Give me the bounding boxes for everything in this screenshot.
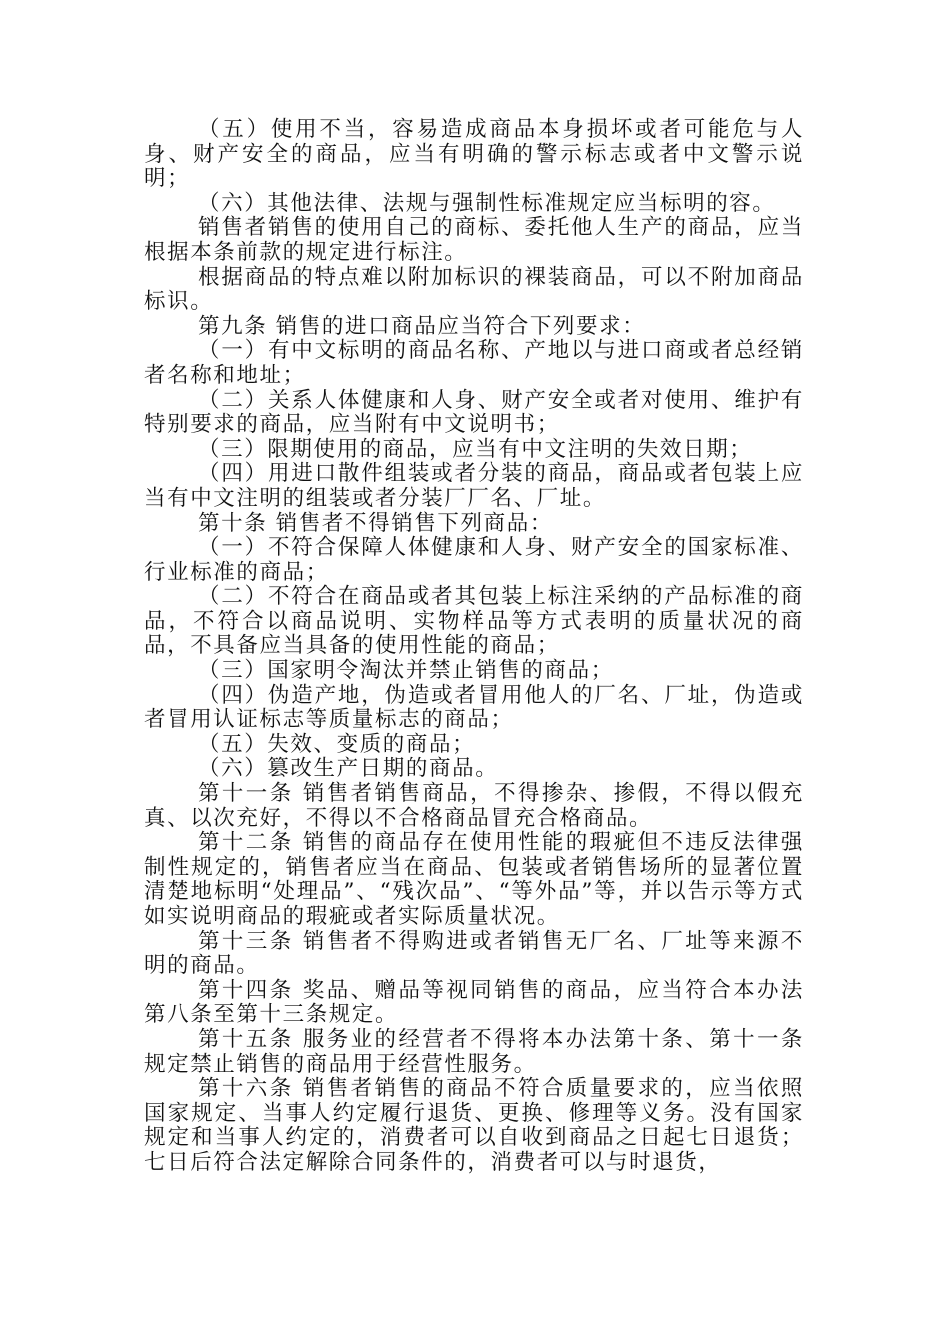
paragraph-own-trademark: 销售者销售的使用自己的商标、委托他人生产的商品，应当根据本条前款的规定进行标注。 (144, 215, 804, 265)
article-10-item-6: （六）篡改生产日期的商品。 (198, 756, 499, 782)
article-15: 第十五条 服务业的经营者不得将本办法第十条、第十一条规定禁止销售的商品用于经营性服务。 (144, 1026, 804, 1077)
article-12: 第十二条 销售的商品存在使用性能的瑕疵但不违反法律强制性规定的，销售者应当在商品、包装或者销售场所的显著位置清楚地标明“处理品”、“残次品”、“等外品”等，并以告示等方式如实说明商品的瑕疵或者实际质量状况。 (144, 830, 804, 929)
article-9-heading: 第九条 销售的进口商品应当符合下列要求： (198, 313, 646, 339)
article-10-item-1: （一）不符合保障人体健康和人身、财产安全的国家标准、行业标准的商品； (144, 535, 804, 585)
article-9-item-2: （二）关系人体健康和人身、财产安全或者对使用、维护有特别要求的商品，应当附有中文说明书； (144, 387, 804, 438)
article-13: 第十三条 销售者不得购进或者销售无厂名、厂址等来源不明的商品。 (144, 928, 804, 979)
document-page (144, 118, 804, 1176)
article-10-item-5: （五）失效、变质的商品； (198, 731, 476, 757)
article-9-item-1: （一）有中文标明的商品名称、产地以与进口商或者总经销者名称和地址； (144, 338, 804, 388)
article-10-heading: 第十条 销售者不得销售下列商品： (198, 510, 553, 536)
article-11: 第十一条 销售者销售商品，不得掺杂、掺假，不得以假充真、以次充好，不得以不合格商品冒充合格商品。 (144, 781, 804, 831)
paragraph-item-6-other: （六）其他法律、法规与强制性标准规定应当标明的容。 (198, 190, 776, 216)
article-16: 第十六条 销售者销售的商品不符合质量要求的，应当依照国家规定、当事人约定履行退货、更换、修理等义务。没有国家规定和当事人约定的，消费者可以自收到商品之日起七日退货；七日后符合法定解除合同条件的，消费者可以与时退货， (144, 1076, 804, 1175)
article-10-item-3: （三）国家明令淘汰并禁止销售的商品； (198, 658, 614, 684)
paragraph-bulk-goods: 根据商品的特点难以附加标识的裸装商品，可以不附加商品标识。 (144, 264, 804, 315)
article-9-item-4: （四）用进口散件组装或者分装的商品，商品或者包装上应当有中文注明的组装或者分装厂厂名、厂址。 (144, 461, 804, 511)
article-14: 第十四条 奖品、赠品等视同销售的商品，应当符合本办法第八条至第十三条规定。 (144, 977, 804, 1028)
article-10-item-2: （二）不符合在商品或者其包装上标注采纳的产品标准的商品，不符合以商品说明、实物样品等方式表明的质量状况的商品，不具备应当具备的使用性能的商品； (144, 584, 804, 659)
article-10-item-4: （四）伪造产地，伪造或者冒用他人的厂名、厂址，伪造或者冒用认证标志等质量标志的商品； (144, 682, 804, 733)
article-9-item-3: （三）限期使用的商品，应当有中文注明的失效日期； (198, 436, 753, 462)
paragraph-item-5-warning: （五）使用不当，容易造成商品本身损坏或者可能危与人身、财产安全的商品，应当有明确的警示标志或者中文警示说明； (144, 117, 804, 192)
